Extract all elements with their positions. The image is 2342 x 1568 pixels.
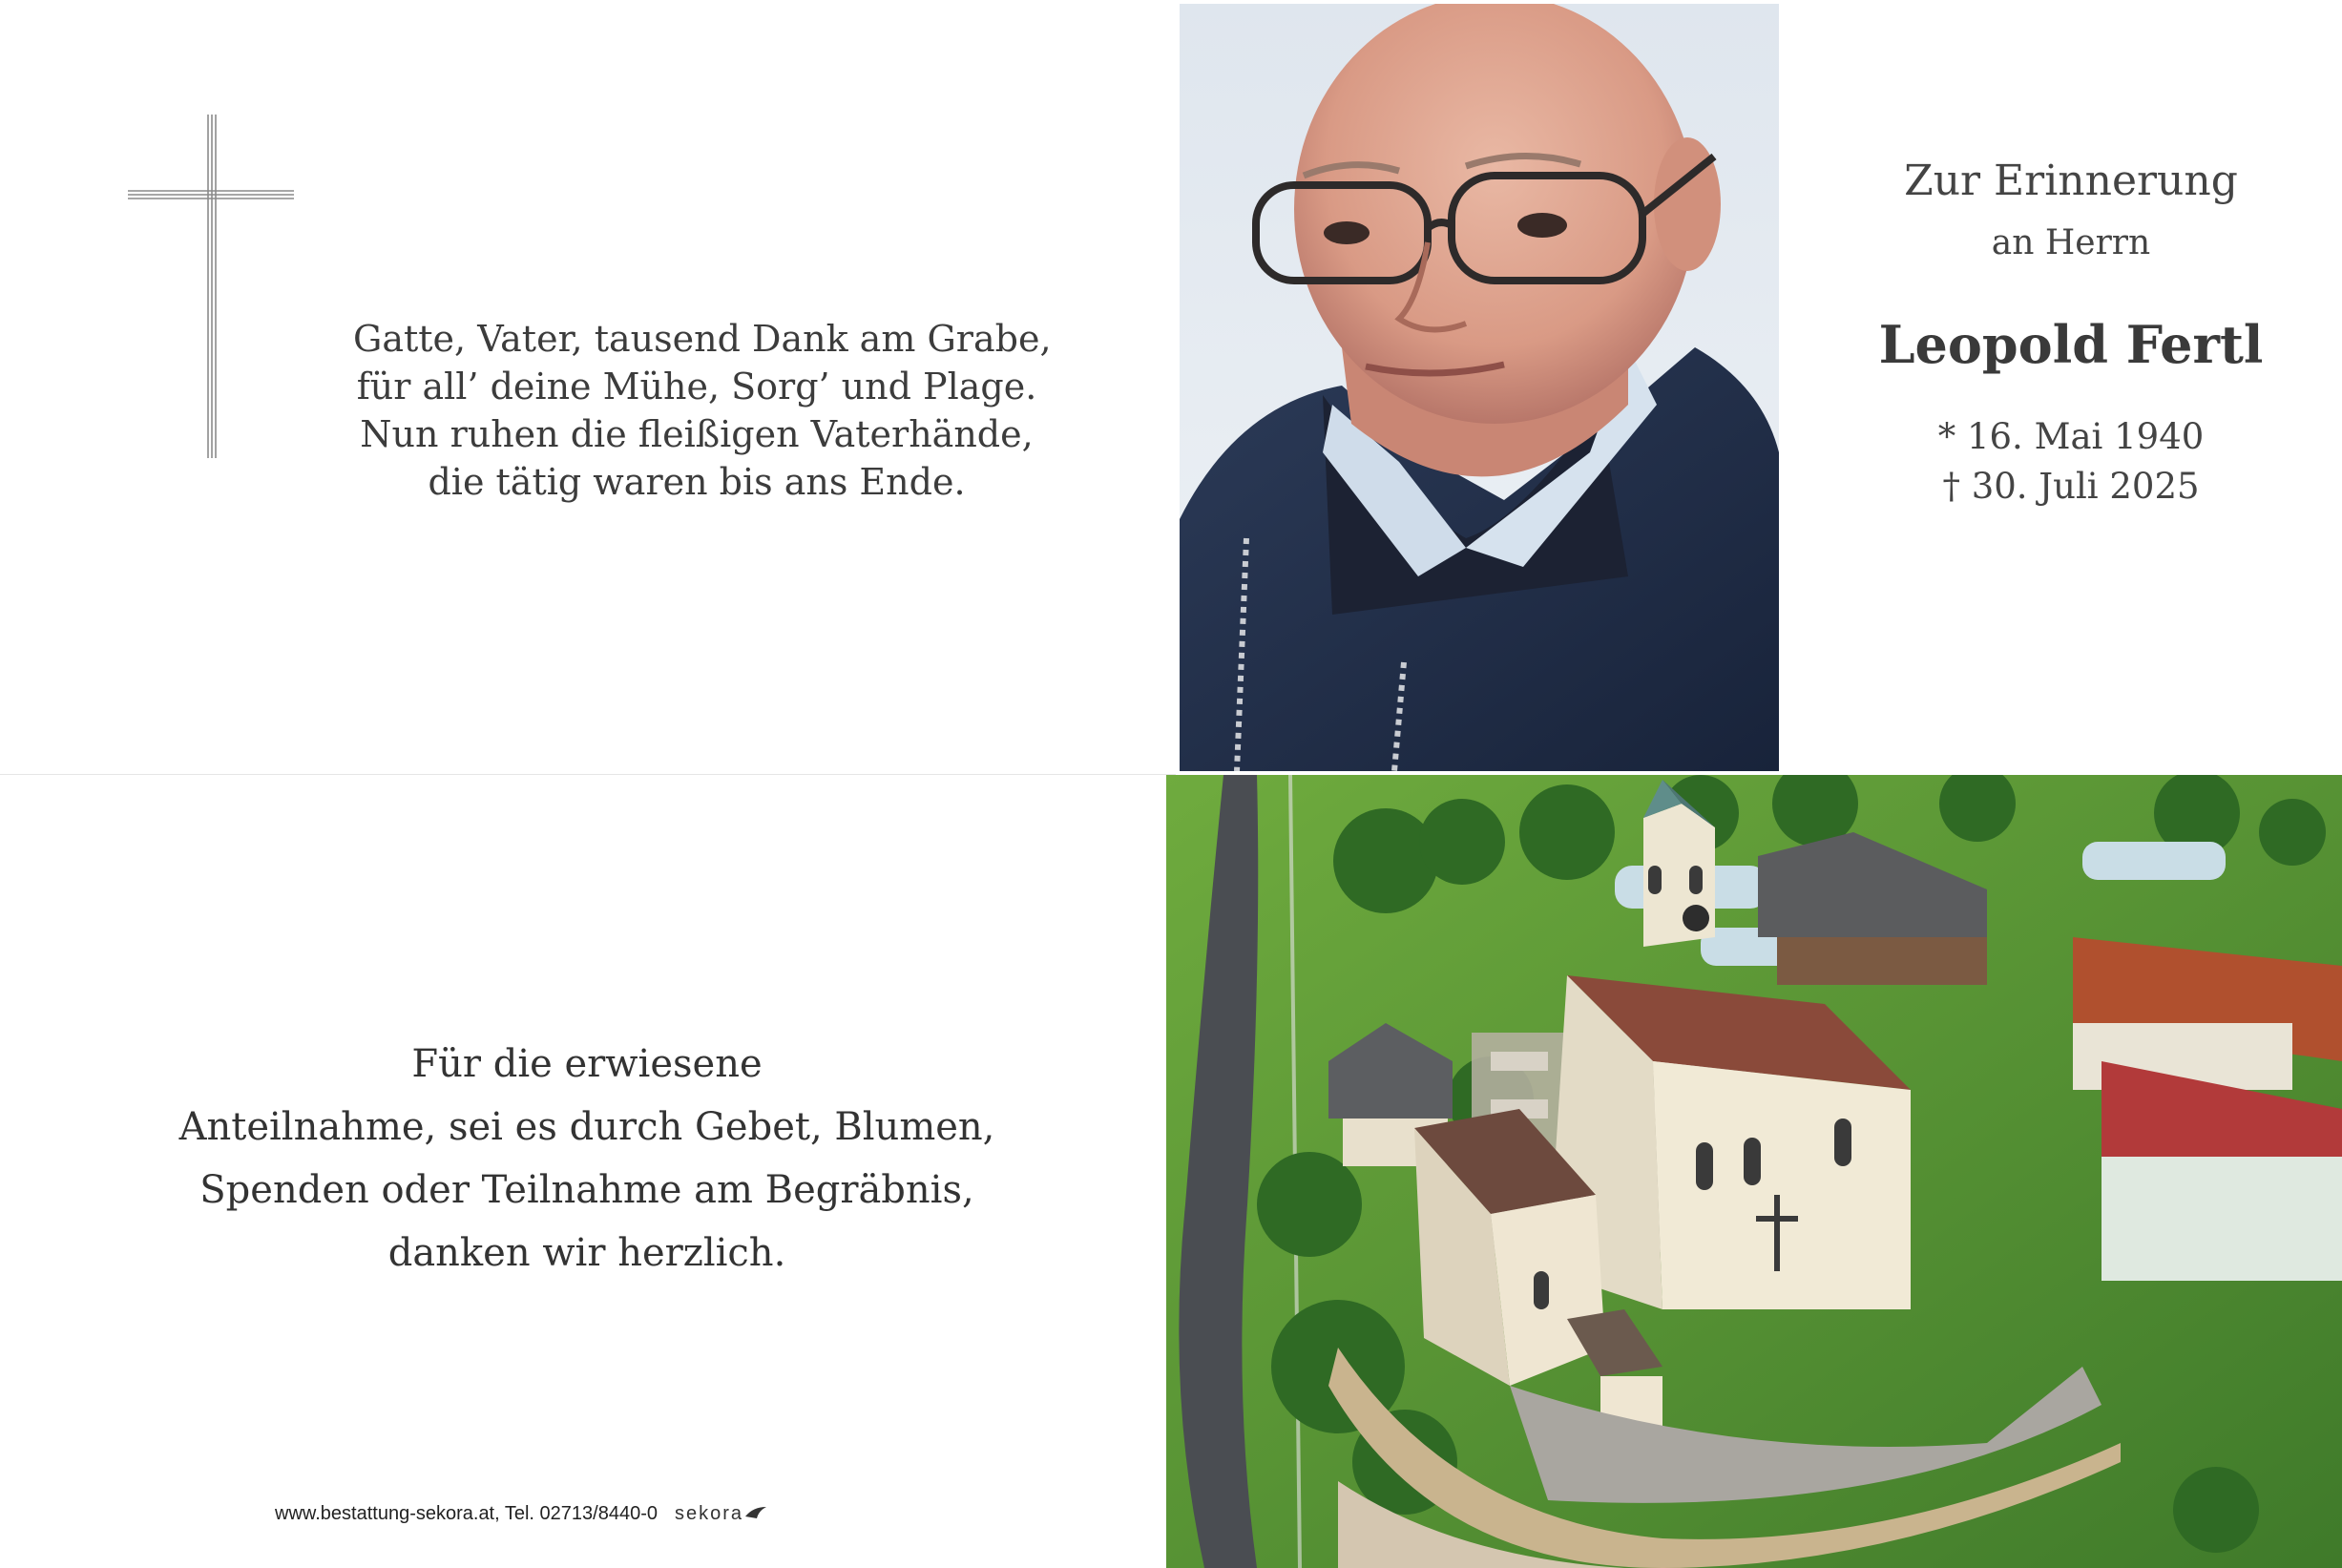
poem-line: für all’ deine Mühe, Sorg’ und Plage. bbox=[356, 366, 1037, 408]
aerial-church-photo bbox=[1166, 775, 2342, 1568]
deceased-name: Leopold Fertl bbox=[1878, 314, 2264, 375]
logo-text: sekora bbox=[675, 1502, 744, 1524]
footer bbox=[275, 1495, 768, 1533]
poem-line: Nun ruhen die fleißigen Vaterhände, bbox=[360, 413, 1034, 455]
thanks-line: danken wir herzlich. bbox=[387, 1231, 786, 1275]
sekora-logo bbox=[675, 1503, 768, 1525]
poem-line: die tätig waren bis ans Ende. bbox=[428, 461, 966, 503]
cross-icon bbox=[126, 113, 298, 470]
portrait-photo bbox=[1180, 4, 1779, 771]
poem-line: Gatte, Vater, tausend Dank am Grabe, bbox=[353, 318, 1052, 360]
thanks-line: Spenden oder Teilnahme am Begräbnis, bbox=[199, 1168, 974, 1212]
poem-verse bbox=[353, 315, 1052, 506]
memorial-block bbox=[1813, 153, 2329, 512]
card-front-left bbox=[0, 0, 1176, 773]
thanks-line: Für die erwiesene bbox=[411, 1042, 763, 1086]
bird-icon bbox=[743, 1505, 768, 1522]
fold-divider bbox=[0, 774, 1176, 775]
footer-contact: www.bestattung-sekora.at, Tel. 02713/8440-0 bbox=[275, 1502, 658, 1524]
memorial-subheading: an Herrn bbox=[1991, 223, 2151, 262]
thanks-text bbox=[143, 1033, 1031, 1285]
memorial-heading: Zur Erinnerung bbox=[1904, 157, 2238, 205]
death-date: † 30. Juli 2025 bbox=[1942, 466, 2200, 507]
life-dates bbox=[1813, 412, 2329, 512]
birth-date: * 16. Mai 1940 bbox=[1937, 416, 2205, 457]
thanks-line: Anteilnahme, sei es durch Gebet, Blumen, bbox=[178, 1105, 995, 1149]
